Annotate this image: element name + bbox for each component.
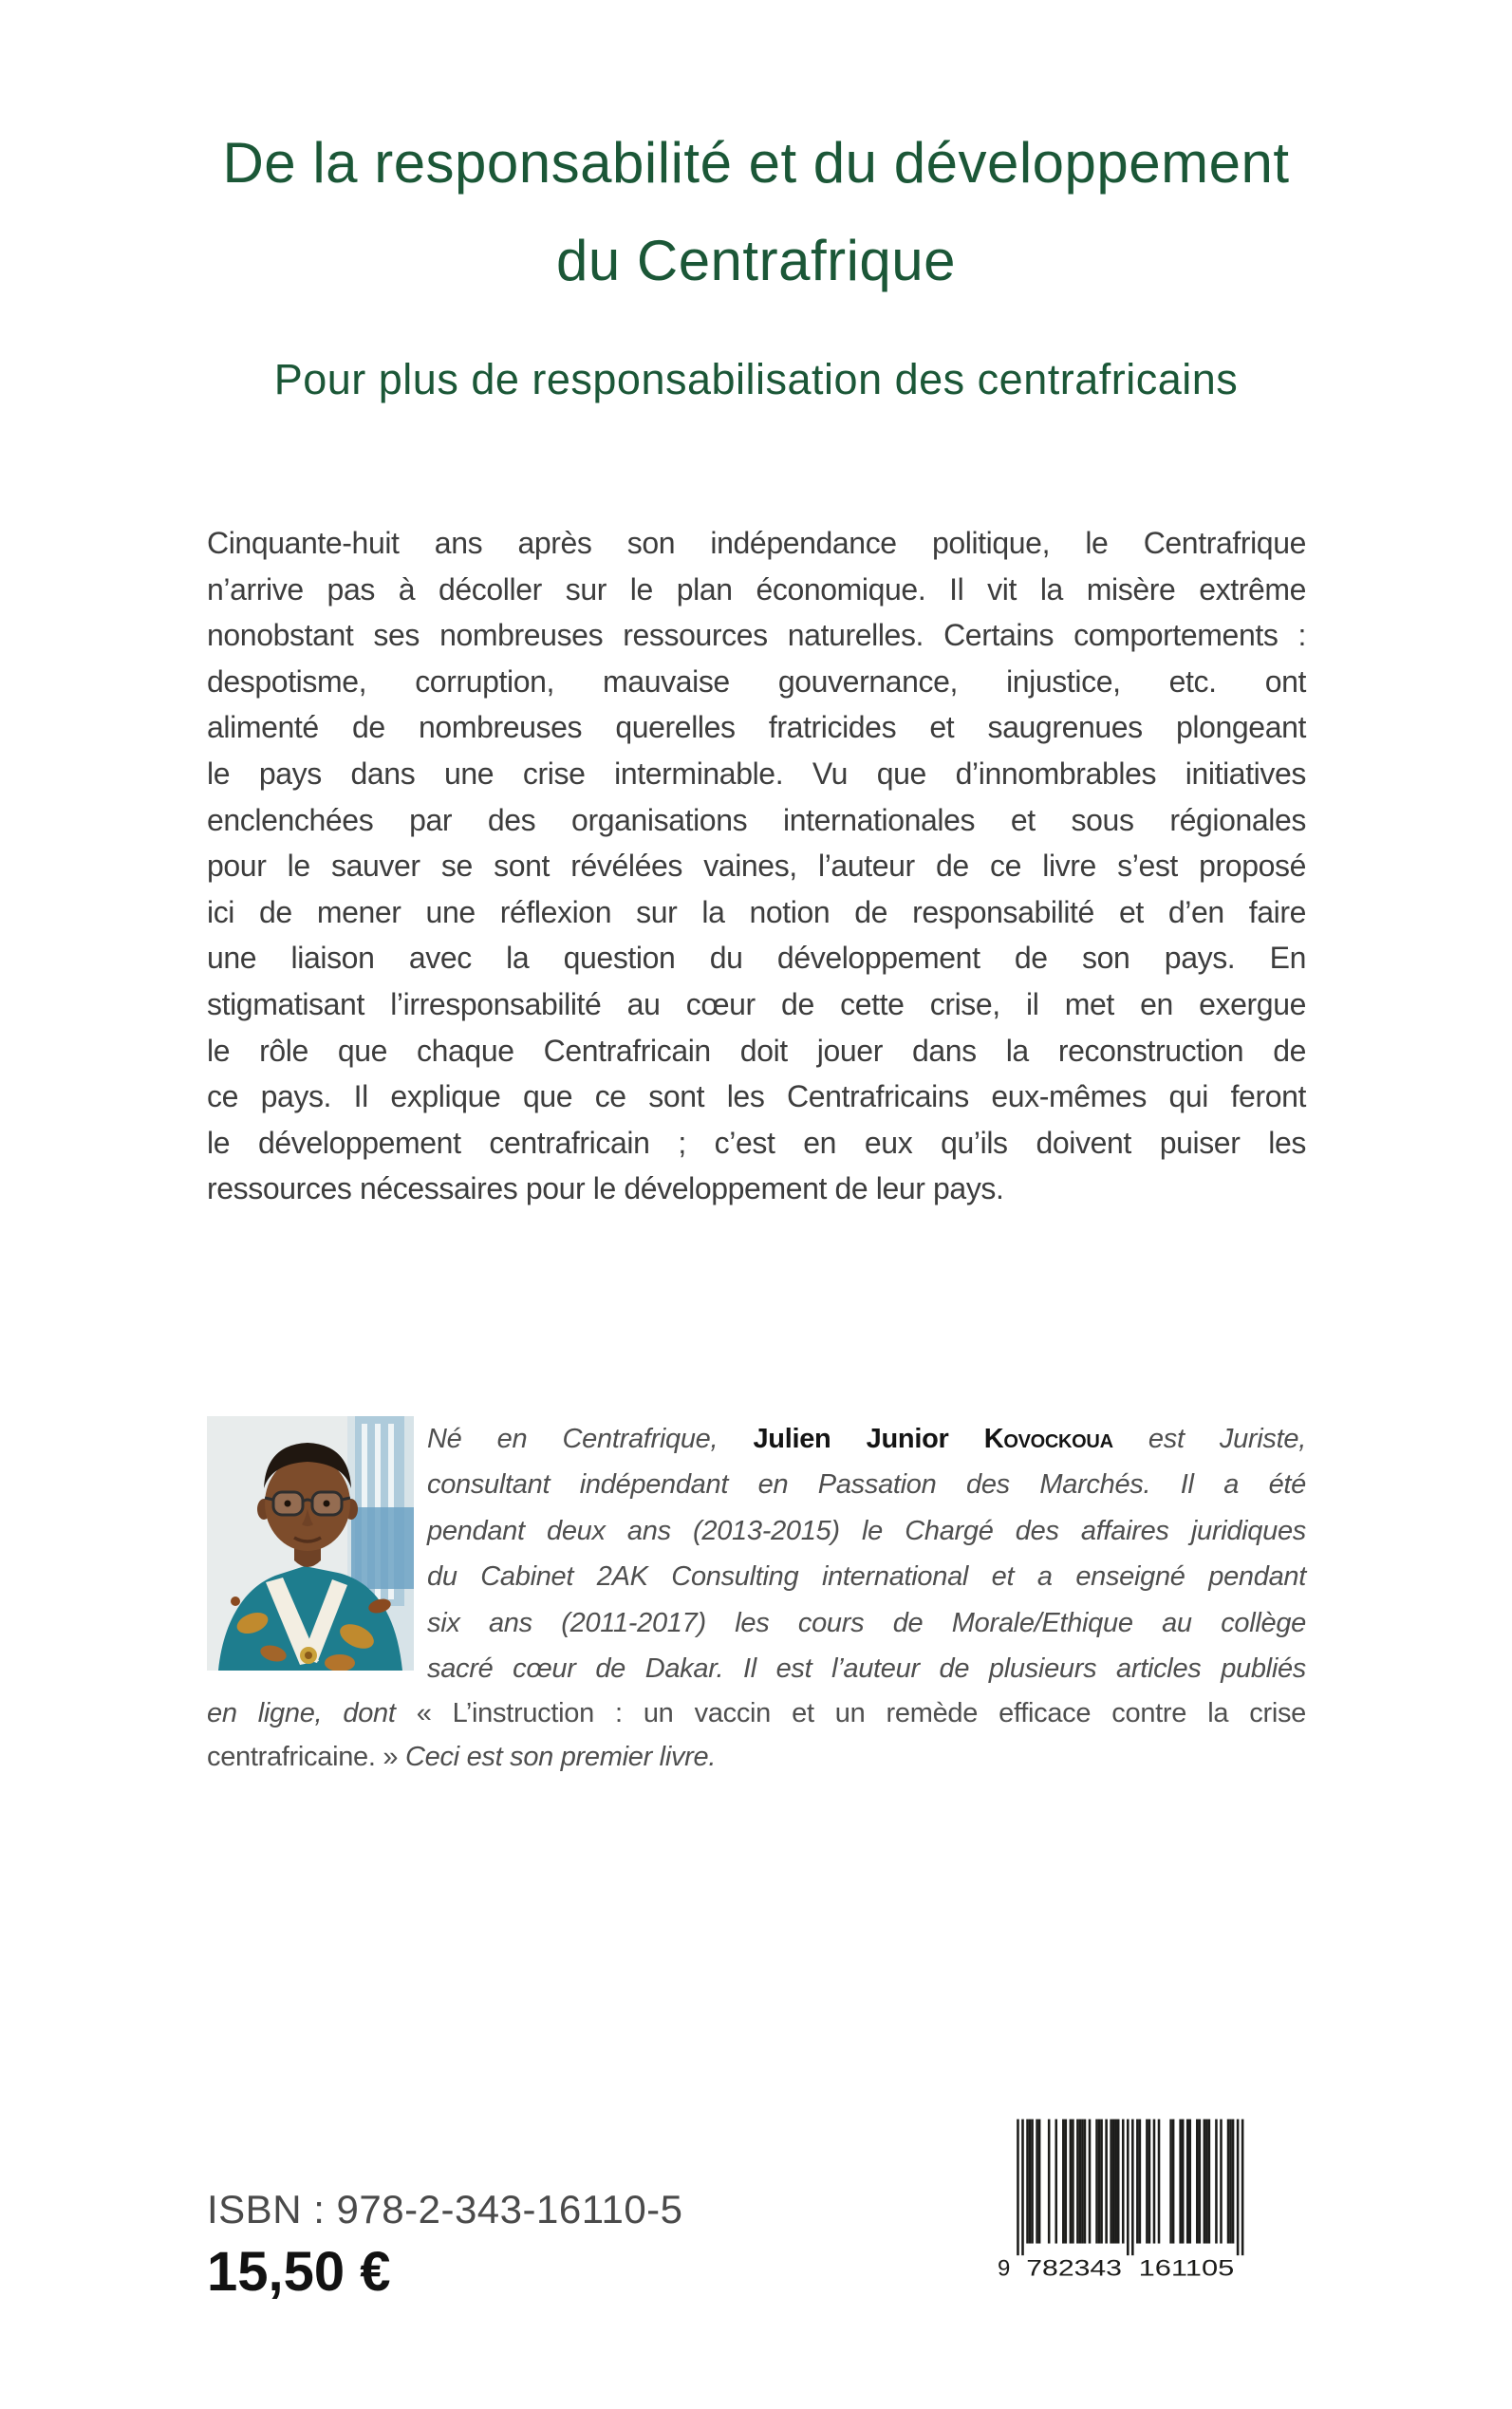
author-bio-section: [207, 1416, 1306, 1779]
synopsis-line: le pays dans une crise interminable. Vu que d’innombrables initiatives: [207, 756, 1306, 791]
ean13-barcode-svg: [993, 2119, 1260, 2280]
synopsis-line: le développement centrafricain ; c’est en eux qu’ils doivent puiser les: [207, 1125, 1306, 1160]
book-subtitle: Pour plus de responsabilisation des centrafricains: [273, 355, 1239, 403]
synopsis-line: nonobstant ses nombreuses ressources naturelles. Certains comportements :: [207, 618, 1306, 653]
svg-text:9: 9: [998, 2255, 1011, 2280]
synopsis-line: despotisme, corruption, mauvaise gouvernance, injustice, etc. ont: [207, 663, 1306, 699]
synopsis-line: n’arrive pas à décoller sur le plan économique. Il vit la misère extrême: [207, 571, 1306, 607]
synopsis-line: alimenté de nombreuses querelles fratricides et saugrenues plongeant: [207, 710, 1306, 745]
bio-line: pendant deux ans (2013-2015) le Chargé des affaires juridiques: [427, 1515, 1306, 1546]
synopsis-line: une liaison avec la question du développement de son pays. En: [207, 941, 1306, 976]
book-title: [57, 114, 1455, 309]
bio-line: en ligne, dont « L’instruction : un vaccin et un remède efficace contre la crise: [207, 1698, 1306, 1729]
synopsis-line: ici de mener une réflexion sur la notion de responsabilité et d’en faire: [207, 894, 1306, 929]
book-title-line-1: De la responsabilité et du développement: [222, 131, 1290, 195]
synopsis-line: ce pays. Il explique que ce sont les Centrafricains eux-mêmes qui feront: [207, 1079, 1306, 1114]
bio-line: consultant indépendant en Passation des Marchés. Il a été: [427, 1469, 1306, 1501]
isbn-text: ISBN : 978-2-343-16110-5: [207, 2187, 683, 2232]
author-bio-top: [207, 1416, 1306, 1691]
synopsis-paragraph: [207, 520, 1306, 1212]
bio-line: du Cabinet 2AK Consulting international et a enseigné pendant: [427, 1561, 1306, 1593]
synopsis-line: pour le sauver se sont révélées vaines, l’auteur de ce livre s’est proposé: [207, 849, 1306, 884]
price-text: 15,50 €: [207, 2241, 391, 2303]
synopsis-line: Cinquante-huit ans après son indépendance politique, le Centrafrique: [207, 526, 1306, 560]
bio-line: centrafricaine. » Ceci est son premier livre.: [207, 1742, 717, 1773]
bio-line: six ans (2011-2017) les cours de Morale/Ethique au collège: [427, 1607, 1306, 1638]
author-name: Julien Junior Kovockoua: [753, 1424, 1113, 1454]
synopsis-line: le rôle que chaque Centrafricain doit jouer dans la reconstruction de: [207, 1033, 1306, 1068]
ean13-barcode: [993, 2119, 1260, 2280]
svg-text:782343: 782343: [1026, 2255, 1122, 2280]
synopsis-line: ressources nécessaires pour le développement de leur pays.: [207, 1171, 1004, 1206]
bio-line: sacré cœur de Dakar. Il est l’auteur de plusieurs articles publiés: [427, 1653, 1306, 1684]
author-bio-bottom: [207, 1691, 1306, 1779]
author-bio-text: [427, 1416, 1306, 1691]
svg-text:161105: 161105: [1138, 2255, 1235, 2280]
book-title-line-2: du Centrafrique: [555, 229, 957, 292]
bio-line: Né en Centrafrique, Julien Junior Kovockoua est Juriste,: [427, 1424, 1306, 1454]
synopsis-line: stigmatisant l’irresponsabilité au cœur de cette crise, il met en exergue: [207, 986, 1306, 1021]
synopsis-line: enclenchées par des organisations internationales et sous régionales: [207, 802, 1306, 837]
author-photo: [207, 1416, 414, 1671]
